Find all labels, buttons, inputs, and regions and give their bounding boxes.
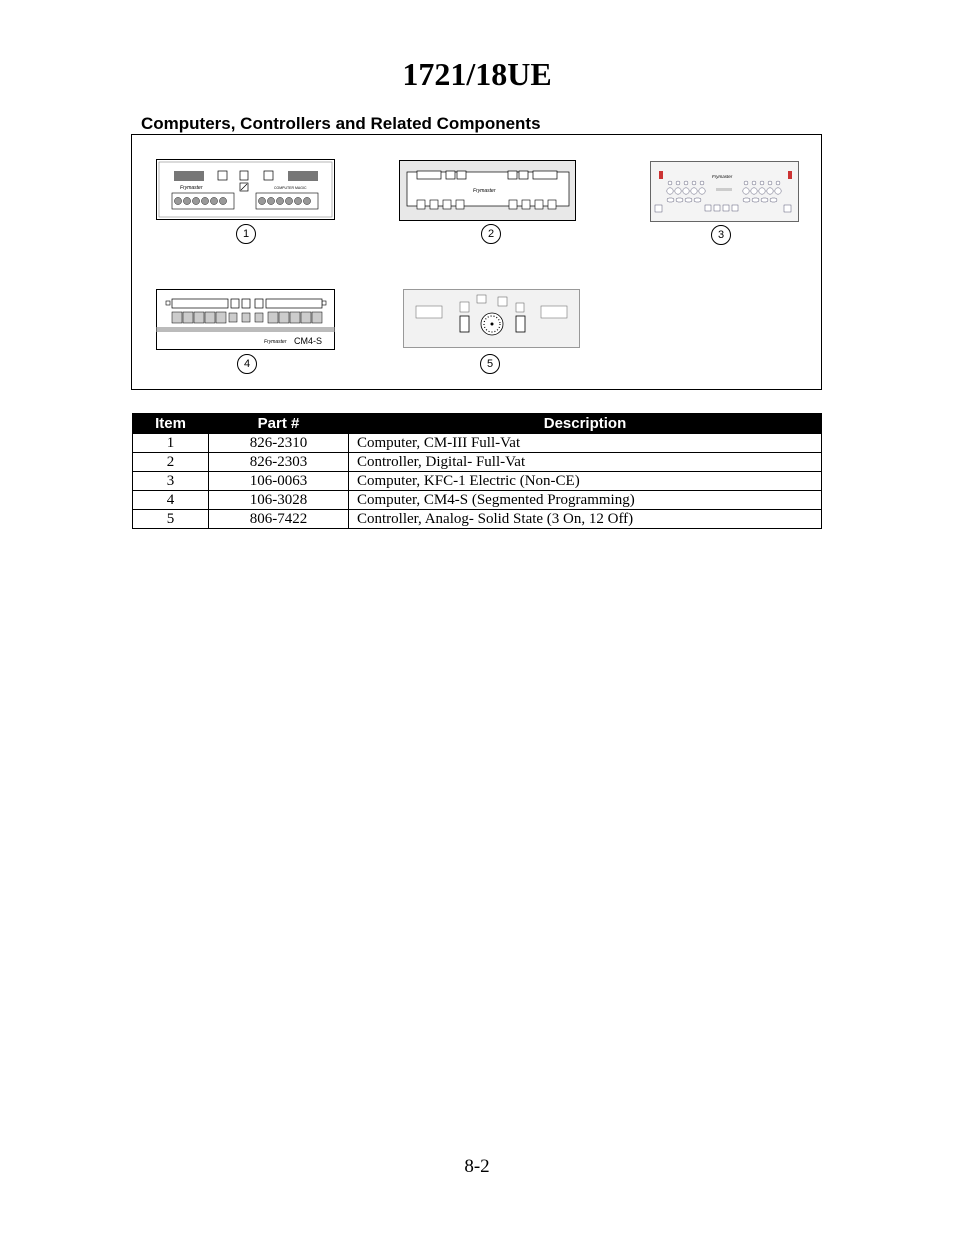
svg-text:Frymaster: Frymaster xyxy=(264,339,287,345)
component-4-illustration xyxy=(156,289,336,351)
component-3-illustration xyxy=(650,161,800,223)
item-cell: 5 xyxy=(133,510,209,529)
column-header-item: Item xyxy=(133,414,209,434)
svg-text:Frymaster: Frymaster xyxy=(712,174,733,179)
table-header-row xyxy=(133,414,822,434)
table-row xyxy=(133,453,822,472)
description-cell: Controller, Analog- Solid State (3 On, 12 Off) xyxy=(349,510,822,529)
part-number-cell: 106-3028 xyxy=(209,491,349,510)
part-number-cell: 106-0063 xyxy=(209,472,349,491)
parts-table xyxy=(132,413,822,529)
column-header-description: Description xyxy=(349,414,822,434)
part-number-cell: 806-7422 xyxy=(209,510,349,529)
component-5-illustration xyxy=(403,289,581,349)
cm4s-label: CM4-S xyxy=(294,336,323,346)
item-cell: 3 xyxy=(133,472,209,491)
callout-4: 4 xyxy=(237,354,257,374)
item-cell: 1 xyxy=(133,434,209,453)
description-cell: Computer, CM-III Full-Vat xyxy=(349,434,822,453)
column-header-part: Part # xyxy=(209,414,349,434)
page-title: 1721/18UE xyxy=(402,56,552,92)
component-2-illustration xyxy=(399,160,577,222)
svg-text:Frymaster: Frymaster xyxy=(473,188,496,194)
part-number-cell: 826-2310 xyxy=(209,434,349,453)
description-cell: Computer, KFC-1 Electric (Non-CE) xyxy=(349,472,822,491)
table-row xyxy=(133,510,822,529)
callout-2: 2 xyxy=(481,224,501,244)
table-row xyxy=(133,472,822,491)
components-figure xyxy=(131,134,822,390)
item-cell: 2 xyxy=(133,453,209,472)
callout-1: 1 xyxy=(236,224,256,244)
description-cell: Controller, Digital- Full-Vat xyxy=(349,453,822,472)
item-cell: 4 xyxy=(133,491,209,510)
callout-3: 3 xyxy=(711,225,731,245)
svg-text:COMPUTER MAGIC: COMPUTER MAGIC xyxy=(274,186,307,190)
description-cell: Computer, CM4-S (Segmented Programming) xyxy=(349,491,822,510)
part-number-cell: 826-2303 xyxy=(209,453,349,472)
component-1-illustration xyxy=(156,159,336,221)
table-row xyxy=(133,491,822,510)
section-heading: Computers, Controllers and Related Components xyxy=(141,114,541,133)
svg-text:Frymaster: Frymaster xyxy=(180,185,203,191)
table-row xyxy=(133,434,822,453)
callout-5: 5 xyxy=(480,354,500,374)
page-number: 8-2 xyxy=(464,1156,490,1177)
